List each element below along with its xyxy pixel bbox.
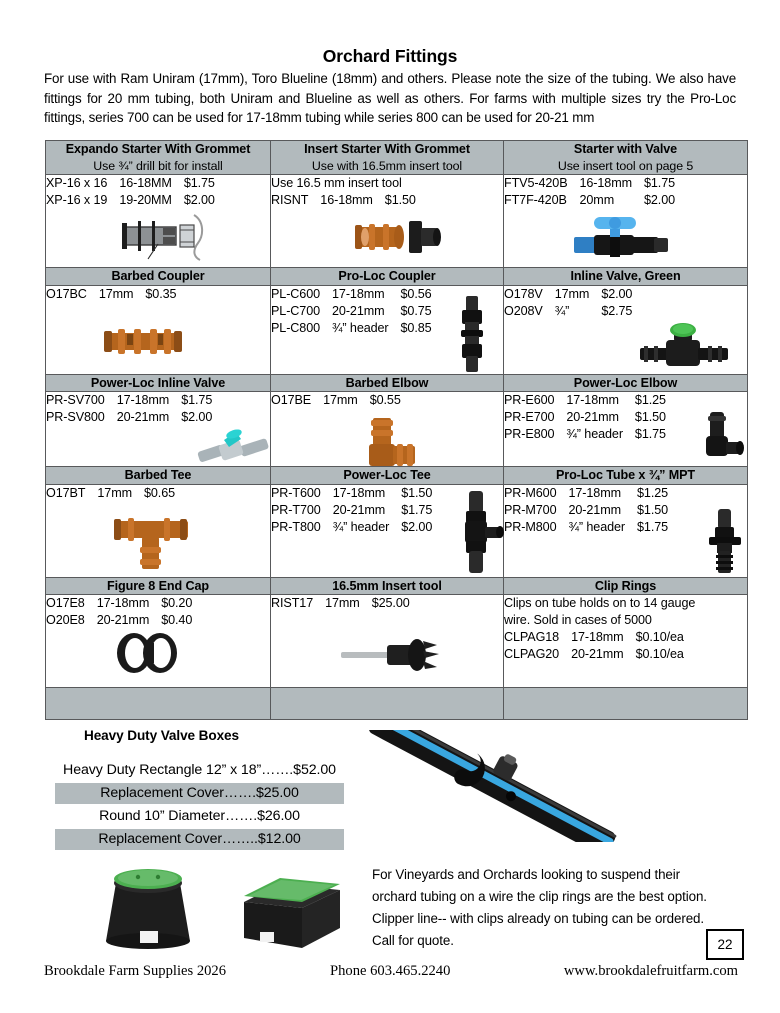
note-line-3: Clipper line-- with clips already on tubing can be ordered. xyxy=(372,911,705,926)
sku-list xyxy=(271,595,410,612)
sku-code: O17E8 xyxy=(46,596,85,610)
sku-code: PR-SV800 xyxy=(46,410,105,424)
sku-row xyxy=(271,519,432,536)
sku-size: 17-18mm xyxy=(332,286,385,301)
sku-row xyxy=(504,303,632,320)
header-title: Expando Starter With Grommet xyxy=(65,142,251,156)
header-cell xyxy=(271,577,504,595)
product-cell xyxy=(46,392,271,467)
header-cell xyxy=(46,374,271,392)
sku-size: 17-18mm xyxy=(571,630,624,644)
sku-list xyxy=(46,286,176,303)
header-title: Clip Rings xyxy=(594,578,657,593)
header-title: Barbed Coupler xyxy=(111,269,205,283)
proloc-tube-mpt-image xyxy=(706,507,744,575)
sku-size: 20-21mm xyxy=(96,613,150,627)
sku-price: $1.75 xyxy=(181,393,213,407)
table-header-row xyxy=(46,577,748,595)
sku-row xyxy=(46,485,175,502)
sku-code: PR-T800 xyxy=(271,519,321,534)
sku-row xyxy=(46,612,192,629)
sku-size: 17mm xyxy=(325,596,360,610)
sku-code: PR-SV700 xyxy=(46,393,105,407)
sku-size: 20-21mm xyxy=(571,647,624,661)
sku-code: XP-16 x 16 xyxy=(46,176,108,190)
sku-size: 20-21mm xyxy=(566,410,619,424)
note-line-4: Call for quote. xyxy=(372,933,454,948)
sku-list xyxy=(504,286,632,320)
starter-valve-image xyxy=(566,211,686,261)
sku-list xyxy=(271,485,432,536)
sku-price: $2.75 xyxy=(601,303,633,318)
insert-tool-image xyxy=(337,633,457,677)
sku-price: $1.75 xyxy=(644,176,676,190)
sku-size: 20-21mm xyxy=(116,410,170,424)
note-line-1: For Vineyards and Orchards looking to suspend their xyxy=(372,867,681,882)
sku-code: XP-16 x 19 xyxy=(46,193,108,207)
sku-size: 20-21mm xyxy=(332,303,385,318)
header-cell xyxy=(504,374,748,392)
sku-code: O17BE xyxy=(271,393,312,407)
sku-price: $1.50 xyxy=(634,410,666,424)
header-title: Power-Loc Inline Valve xyxy=(90,375,226,390)
sku-row xyxy=(504,646,684,663)
header-title: Insert Starter With Grommet xyxy=(304,142,470,156)
sku-row xyxy=(504,519,668,536)
product-cell xyxy=(271,392,504,467)
header-title: Pro-Loc Coupler xyxy=(338,269,436,283)
sku-code: O208V xyxy=(504,303,543,318)
header-cell xyxy=(504,268,748,286)
header-title: Power-Loc Tee xyxy=(343,468,431,482)
sku-row xyxy=(271,485,432,502)
sku-size: 19-20MM xyxy=(119,193,172,207)
valve-box-line: Heavy Duty Rectangle 12” x 18”…….$52.00 xyxy=(63,762,336,778)
header-title: Power-Loc Elbow xyxy=(573,375,678,390)
sku-code: PL-C600 xyxy=(271,286,321,301)
header-title: Barbed Tee xyxy=(124,468,192,482)
cell-note: Clips on tube holds on to 14 gauge wire. Sold in cases of 5000 xyxy=(504,596,696,627)
sku-size: 20-21mm xyxy=(332,502,386,517)
table-row xyxy=(46,285,748,374)
header-subtitle: Use ¾” drill bit for install xyxy=(93,158,223,173)
sku-list xyxy=(46,595,192,629)
footer-phone: Phone 603.465.2240 xyxy=(330,963,451,979)
sku-price: $2.00 xyxy=(601,286,633,301)
sku-list xyxy=(46,175,215,209)
product-cell xyxy=(46,175,271,268)
inline-valve-green-image xyxy=(636,320,736,372)
sku-size: 17-18mm xyxy=(568,485,621,500)
sku-code: PL-C800 xyxy=(271,320,321,335)
powerloc-elbow-image xyxy=(700,410,744,468)
sku-size: 16-18MM xyxy=(119,176,172,190)
sku-code: CLPAG18 xyxy=(504,630,560,644)
sku-row xyxy=(504,426,666,443)
sku-price: $2.00 xyxy=(181,410,213,424)
sku-row xyxy=(46,175,215,192)
sku-row xyxy=(271,286,432,303)
table-header-row xyxy=(46,141,748,175)
note-line-2: orchard tubing on a wire the clip rings are the best option. xyxy=(372,889,707,904)
sku-price: $2.00 xyxy=(401,519,433,534)
header-cell xyxy=(271,374,504,392)
clip-ring-note xyxy=(372,864,735,952)
sku-size: 16-18mm xyxy=(320,193,373,207)
round-valve-box-image xyxy=(88,855,208,951)
header-title: 16.5mm Insert tool xyxy=(332,578,442,593)
product-cell xyxy=(46,285,271,374)
sku-code: PR-T600 xyxy=(271,485,321,500)
sku-code: O20E8 xyxy=(46,613,85,627)
sku-code: PR-T700 xyxy=(271,502,321,517)
sku-code: PR-E600 xyxy=(504,393,555,407)
sku-size: ¾” header xyxy=(566,427,623,441)
sku-list xyxy=(504,485,668,536)
sku-code: PR-M700 xyxy=(504,502,557,517)
sku-size: 20mm xyxy=(579,193,615,207)
sku-code: PR-M600 xyxy=(504,485,557,500)
sku-size: 17-18mm xyxy=(116,393,170,407)
table-row xyxy=(46,484,748,577)
header-subtitle: Use with 16.5mm insert tool xyxy=(311,158,463,173)
header-cell xyxy=(46,268,271,286)
header-cell xyxy=(504,467,748,485)
sku-price: $0.35 xyxy=(145,286,177,301)
sku-code: O17BC xyxy=(46,286,87,301)
sku-price: $1.50 xyxy=(637,502,669,517)
sku-row xyxy=(504,175,675,192)
sku-list xyxy=(46,392,212,426)
product-cell xyxy=(504,392,748,467)
sku-size: ¾” header xyxy=(332,320,389,335)
product-cell xyxy=(271,285,504,374)
sku-size: ¾” xyxy=(554,303,570,318)
sku-price: $0.10/ea xyxy=(635,630,684,644)
sku-code: O178V xyxy=(504,286,543,301)
sku-row xyxy=(504,502,668,519)
fittings-table xyxy=(45,140,748,720)
sku-size: 17mm xyxy=(97,485,132,500)
sku-row xyxy=(504,409,666,426)
powerloc-inline-valve-image xyxy=(194,428,274,470)
table-header-row xyxy=(46,268,748,286)
valve-box-line: Replacement Cover……..$12.00 xyxy=(55,829,344,850)
sku-price: $0.56 xyxy=(400,286,432,301)
table-row xyxy=(46,392,748,467)
barbed-coupler-image xyxy=(94,320,204,362)
header-cell xyxy=(46,577,271,595)
powerloc-tee-image xyxy=(461,489,505,575)
sku-price: $1.75 xyxy=(183,176,215,190)
sku-price: $2.00 xyxy=(644,193,676,207)
sku-price: $0.75 xyxy=(400,303,432,318)
sku-code: PR-E700 xyxy=(504,410,555,424)
product-cell xyxy=(504,175,748,268)
product-cell xyxy=(271,175,504,268)
sku-price: $0.85 xyxy=(400,320,432,335)
valve-boxes-title: Heavy Duty Valve Boxes xyxy=(84,728,239,743)
sku-code: O17BT xyxy=(46,485,86,500)
sku-row xyxy=(271,303,432,320)
sku-size: 17mm xyxy=(323,393,358,407)
header-title: Figure 8 End Cap xyxy=(107,578,209,593)
sku-row xyxy=(46,409,212,426)
product-cell xyxy=(271,484,504,577)
sku-size: 20-21mm xyxy=(568,502,621,517)
sku-price: $0.65 xyxy=(144,485,176,500)
sku-code: CLPAG20 xyxy=(504,647,560,661)
sku-row xyxy=(504,629,684,646)
product-cell xyxy=(271,595,504,688)
header-cell xyxy=(271,268,504,286)
sku-price: $1.25 xyxy=(637,485,669,500)
page-title: Orchard Fittings xyxy=(322,46,458,66)
sku-row xyxy=(46,392,212,409)
valve-box-line: Round 10” Diameter…….$26.00 xyxy=(99,808,300,824)
sku-price: $1.75 xyxy=(634,427,666,441)
sku-price: $0.40 xyxy=(161,613,193,627)
sku-code: FTV5-420B xyxy=(504,176,568,190)
table-row xyxy=(46,175,748,268)
sku-price: $1.50 xyxy=(384,193,416,207)
sku-row xyxy=(46,595,192,612)
figure8-end-cap-image xyxy=(108,631,188,675)
sku-row xyxy=(504,485,668,502)
sku-price: $0.10/ea xyxy=(635,647,684,661)
sku-row xyxy=(46,192,215,209)
sku-row xyxy=(271,595,410,612)
header-cell xyxy=(504,577,748,595)
insert-starter-image xyxy=(349,213,459,261)
product-cell xyxy=(46,595,271,688)
sku-row xyxy=(46,286,176,303)
intro-paragraph: For use with Ram Uniram (17mm), Toro Blueline (18mm) and others. Please note the size of the tubing. We also have fittings for 20 mm tubing, both Uniram and Blueline as well as others. For farms with multiple sizes try the Pro-Loc fittings, series 700 can be used for 17-18mm tubing while series 800 can be used for 20-21 mm xyxy=(44,71,736,125)
sku-list xyxy=(46,485,175,502)
header-cell xyxy=(46,141,271,175)
sku-code: RISNT xyxy=(271,193,309,207)
sku-price: $1.50 xyxy=(401,485,433,500)
sku-size: 17mm xyxy=(98,286,134,301)
header-cell xyxy=(504,141,748,175)
sku-list xyxy=(271,192,416,209)
sku-code: FT7F-420B xyxy=(504,193,567,207)
header-title: Starter with Valve xyxy=(573,142,678,156)
sku-row xyxy=(504,392,666,409)
sku-row xyxy=(271,320,432,337)
valve-box-line: Replacement Cover…….$25.00 xyxy=(55,783,344,804)
sku-code: PR-M800 xyxy=(504,519,557,534)
sku-size: 16-18mm xyxy=(579,176,632,190)
sku-size: ¾” header xyxy=(332,519,390,534)
sku-list xyxy=(504,629,684,663)
sku-price: $1.75 xyxy=(637,519,669,534)
product-cell xyxy=(504,285,748,374)
barbed-tee-image xyxy=(106,511,196,573)
sku-list xyxy=(271,392,401,409)
sku-size: 17-18mm xyxy=(566,393,619,407)
sku-size: 17-18mm xyxy=(332,485,386,500)
sku-price: $1.25 xyxy=(634,393,666,407)
sku-code: PR-E800 xyxy=(504,427,555,441)
header-title: Barbed Elbow xyxy=(345,375,429,390)
sku-price: $0.55 xyxy=(369,393,401,407)
header-title: Pro-Loc Tube x ¾” MPT xyxy=(555,468,695,482)
proloc-coupler-image xyxy=(454,292,490,374)
sku-price: $1.75 xyxy=(401,502,433,517)
header-subtitle: Use insert tool on page 5 xyxy=(557,158,694,173)
sku-list xyxy=(504,175,675,209)
cell-note: Use 16.5 mm insert tool xyxy=(271,176,402,190)
sku-size: 17mm xyxy=(554,286,590,301)
spacer-cell xyxy=(504,688,748,720)
header-title: Inline Valve, Green xyxy=(570,269,681,283)
barbed-elbow-image xyxy=(359,414,419,472)
sku-row xyxy=(271,392,401,409)
clip-ring-tubing-image xyxy=(366,730,626,842)
sku-list xyxy=(504,392,666,443)
spacer-cell xyxy=(46,688,271,720)
sku-row xyxy=(504,286,632,303)
product-cell xyxy=(46,484,271,577)
sku-price: $25.00 xyxy=(371,596,410,610)
sku-code: PL-C700 xyxy=(271,303,321,318)
table-row xyxy=(46,595,748,688)
sku-price: $2.00 xyxy=(183,193,215,207)
expando-starter-image xyxy=(108,213,228,261)
rectangular-valve-box-image xyxy=(232,862,352,952)
product-cell xyxy=(504,484,748,577)
header-cell xyxy=(271,141,504,175)
table-header-row xyxy=(46,374,748,392)
footer-company: Brookdale Farm Supplies 2026 xyxy=(44,963,227,979)
sku-list xyxy=(271,286,432,337)
sku-row xyxy=(504,192,675,209)
table-spacer-row xyxy=(46,688,748,720)
sku-row xyxy=(271,502,432,519)
sku-size: ¾” header xyxy=(568,519,626,534)
sku-size: 17-18mm xyxy=(96,596,150,610)
sku-row xyxy=(271,192,416,209)
footer-website[interactable]: www.brookdalefruitfarm.com xyxy=(563,963,738,979)
product-cell xyxy=(504,595,748,688)
sku-code: RIST17 xyxy=(271,596,314,610)
page-number-box: 22 xyxy=(706,929,744,960)
spacer-cell xyxy=(271,688,504,720)
sku-price: $0.20 xyxy=(161,596,193,610)
